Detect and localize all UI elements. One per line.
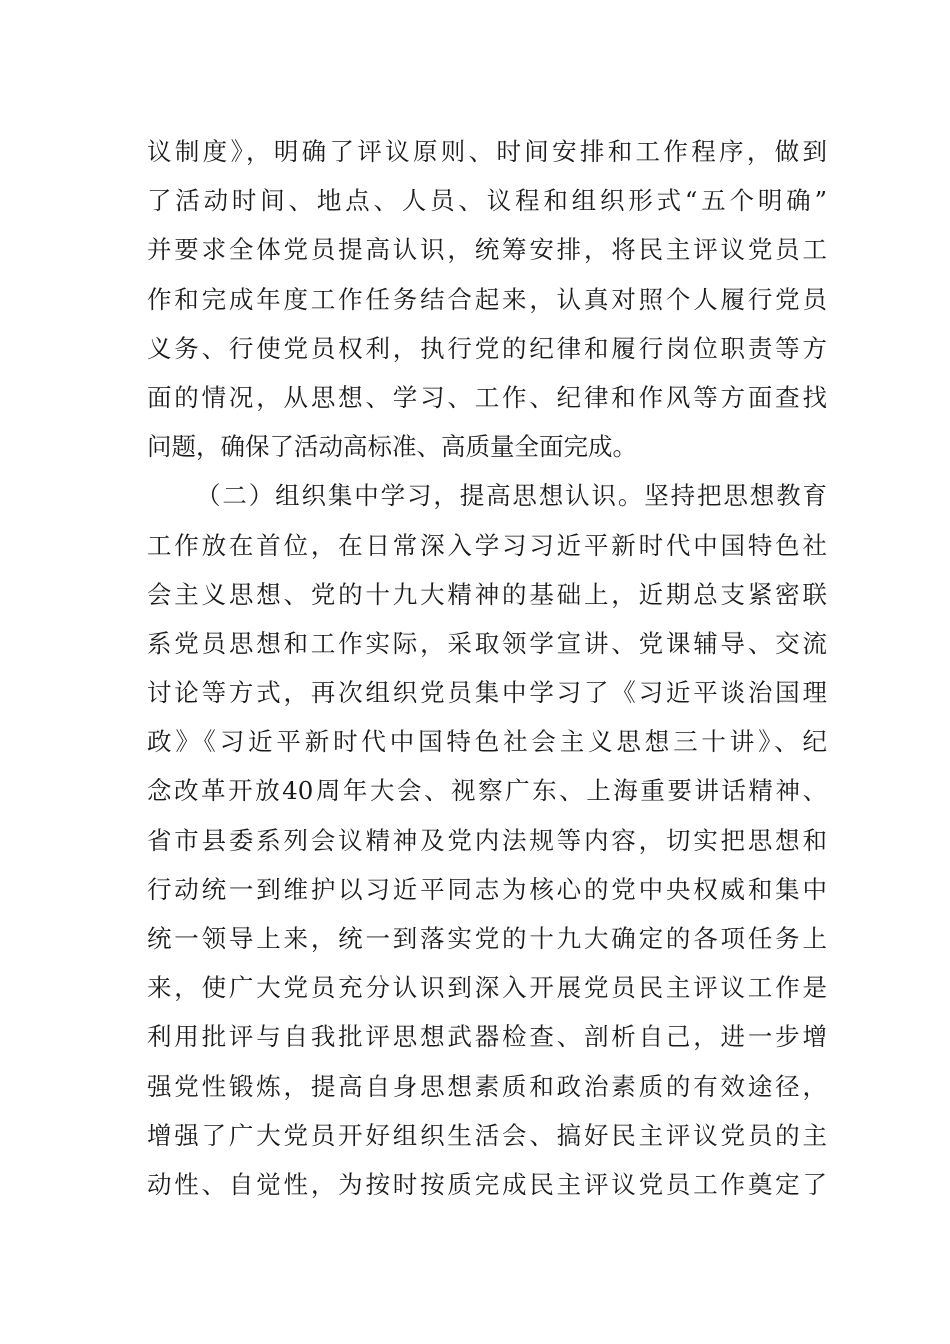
- text-line: 政》《习近平新时代中国特色社会主义思想三十讲》、纪: [147, 727, 827, 757]
- text-line: 工作放在首位，在日常深入学习习近平新时代中国特色社: [147, 530, 827, 560]
- text-line: 系党员思想和工作实际，采取领学宣讲、党课辅导、交流: [147, 628, 827, 658]
- paragraph-end-line: 问题，确保了活动高标准、高质量全面完成。: [147, 432, 637, 462]
- text-line: 并要求全体党员提高认识，统筹安排，将民主评议党员工: [147, 235, 827, 265]
- text-line: 讨论等方式，再次组织党员集中学习了《习近平谈治国理: [147, 678, 827, 708]
- text-line: 动性、自觉性，为按时按质完成民主评议党员工作奠定了: [147, 1169, 827, 1199]
- text-line: 增强了广大党员开好组织生活会、搞好民主评议党员的主: [147, 1120, 827, 1150]
- text-line: 了活动时间、地点、人员、议程和组织形式“五个明确”: [147, 186, 827, 216]
- text-line: 统一领导上来，统一到落实党的十九大确定的各项任务上: [147, 924, 827, 953]
- text-line: 会主义思想、党的十九大精神的基础上，近期总支紧密联: [147, 579, 827, 609]
- text-line: 面的情况，从思想、学习、工作、纪律和作风等方面查找: [147, 382, 827, 412]
- text-line: 念改革开放40周年大会、视察广东、上海重要讲话精神、: [147, 776, 827, 806]
- text-line: 行动统一到维护以习近平同志为核心的党中央权威和集中: [147, 874, 827, 904]
- text-line: 省市县委系列会议精神及党内法规等内容，切实把思想和: [147, 825, 827, 855]
- text-line: 利用批评与自我批评思想武器检查、剖析自己，进一步增: [147, 1022, 827, 1052]
- text-line: 议制度》，明确了评议原则、时间安排和工作程序，做到: [147, 137, 827, 166]
- text-line: 义务、行使党员权利，执行党的纪律和履行岗位职责等方: [147, 333, 827, 363]
- text-line: 来，使广大党员充分认识到深入开展党员民主评议工作是: [147, 973, 827, 1003]
- text-line: 作和完成年度工作任务结合起来，认真对照个人履行党员: [147, 284, 827, 314]
- text-line: 强党性锻炼，提高自身思想素质和政治素质的有效途径，: [147, 1071, 827, 1101]
- body-text: [147, 127, 827, 1209]
- section-heading-line: （二）组织集中学习，提高思想认识。坚持把思想教育: [196, 481, 827, 511]
